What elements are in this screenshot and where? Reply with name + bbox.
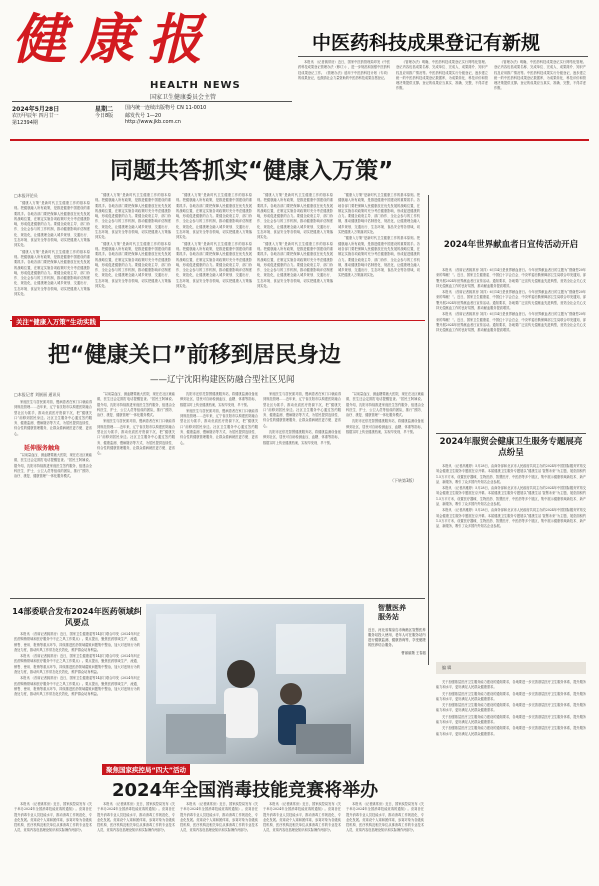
- sidebar2-headline: 2024年服贸会健康卫生服务专题展亮点纷呈: [439, 437, 583, 458]
- top-story-col2: 《管理办法》明确，中医药科技成果登记实行网络化管理。登记内容包括成果名称、完成单位、完成人、成果简介、知识产权及应用推广情况等。中医药科技成果实行分级登记，逐步建立统一的中医药科技成果登记数据库，为成果转化、科技评价和管理决策提供支撑。登记的成果应当真实、准确、完整，不得弄虚作假。: [396, 60, 488, 91]
- feature-col5: “健康入万策”是新时代卫生健康工作的基本原则。把健康融入所有政策，是推进健康中国建设的重要抓手。各地各部门要把保障人民健康放在优先发展的战略位置，在制定实施各项政策时充分考虑健康影响，形成促进健康的合力。要健全政府主导、部门协作、全社会参与的工作机制，推动健康影响评估制度化、规范化，让健康理念融入城乡规划、交通出行、生态环境、食品安全等各领域，切实把健康入万策落到实处。 “健康入万策”是新时代卫生健康工作的基本原则。把健康融入所有政策，是推进健康中国建设的重要抓手。各地各部门要把保障人民健康放在优先发展的战略位置，在制定实施各项政策时充分考虑健康影响，形成促进健康的合力。要健全政府主导、部门协作、全社会参与的工作机制，推动健康影响评估制度化、规范化，让健康理念融入城乡规划、交通出行、生态环境、食品安全等各领域，切实把健康入万策落到实处。: [338, 193, 420, 278]
- feature-author: □本报评论员: [14, 193, 38, 198]
- sidebar1-rule: [436, 433, 586, 434]
- sidebar1-headline: 2024年世界献血者日宣传活动开启: [443, 240, 579, 250]
- masthead-pages: 今日8版: [95, 113, 114, 119]
- news-photo: [146, 604, 364, 764]
- lower-section-rule: [10, 598, 425, 599]
- masthead-website[interactable]: http://www.jkb.com.cn: [125, 119, 181, 125]
- photo-caption-title: 智慧医养服务站: [378, 604, 406, 621]
- bottom-kicker: 聚焦国家疾控局“四大”活动: [102, 764, 190, 775]
- article2-col1a: 家庭医生与居民面对面，慢病患者在家门口就能得到规范管理……近年来，辽宁省沈阳市以构建医防融合型社区为抓手，推动优质医疗资源下沉，把“健康关口”前移到居民身边。社区卫生服务中心通过签约服务、健康监测、慢病随访等方式，为居民提供连续性、综合性的健康管理服务，让群众看病就医更方便、更省心。: [14, 400, 92, 436]
- top-story-col3: 《管理办法》明确，中医药科技成果登记实行网络化管理。登记内容包括成果名称、完成单位、完成人、成果简介、知识产权及应用推广情况等。中医药科技成果实行分级登记，逐步建立统一的中医药科技成果登记数据库，为成果转化、科技评价和管理决策提供支撑。登记的成果应当真实、准确、完整，不得弄虚作假。: [494, 60, 586, 91]
- sidebar-divider: [428, 195, 429, 665]
- article2-continued: （下转第3版）: [390, 478, 417, 483]
- box-left-headline: 14部委联合发布2024年医药领域纠风要点: [12, 607, 142, 627]
- bottom-col2: 本报讯 （记者姚常房）近日，国家疾控局发布《关于举办2024年全国消毒技能竞赛的通知》。竞赛旨在提升消毒专业人员技能水平，推动消毒工作规范化、专业化发展。竞赛设个人赛和团体赛，参赛对象为各级疾控机构、医疗机构及相关单位从事消毒工作的专业技术人员，竞赛内容包括理论知识和实际操作两部分。: [97, 802, 175, 833]
- feature-headline: 同题共答抓实“健康入万策”: [110, 158, 394, 184]
- masthead-issue: 第12394期: [12, 120, 38, 126]
- article2-col4: 家庭医生与居民面对面，慢病患者在家门口就能得到规范管理……近年来，辽宁省沈阳市以构建医防融合型社区为抓手，推动优质医疗资源下沉，把“健康关口”前移到居民身边。社区卫生服务中心通过签约服务、健康监测、慢病随访等方式，为居民提供连续性、综合性的健康管理服务，让群众看病就医更方便、更省心。 沈阳市还依托智慧健康服务站，将健康监测设备延伸到社区，居民可自助检测血压、血糖、体重等指标，数据实时上传至健康档案，实现早发现、早干预。: [263, 392, 341, 445]
- top-story-rule: [298, 56, 588, 57]
- masthead-bottom-rule: [10, 139, 589, 141]
- bottom-col5: 本报讯 （记者姚常房）近日，国家疾控局发布《关于举办2024年全国消毒技能竞赛的通知》。竞赛旨在提升消毒专业人员技能水平，推动消毒工作规范化、专业化发展。竞赛设个人赛和团体赛，参赛对象为各级疾控机构、医疗机构及相关单位从事消毒工作的专业技术人员，竞赛内容包括理论知识和实际操作两部分。: [346, 802, 424, 833]
- masthead-english: HEALTH NEWS: [150, 80, 241, 91]
- article2-col1b: “以前量血压、测血糖要跑大医院，现在在社区就能做，医生还会定期打电话提醒复查。”居民王阿姨说。据介绍，沈阳市持续推进家庭医生签约服务，组建由全科医生、护士、公卫人员等组成的团队，推行“预防、治疗、康复、健康管理”一体化服务模式。: [14, 453, 92, 479]
- bottom-col1: 本报讯 （记者姚常房）近日，国家疾控局发布《关于举办2024年全国消毒技能竞赛的通知》。竞赛旨在提升消毒专业人员技能水平，推动消毒工作规范化、专业化发展。竞赛设个人赛和团体赛，参赛对象为各级疾控机构、医疗机构及相关单位从事消毒工作的专业技术人员，竞赛内容包括理论知识和实际操作两部分。: [14, 802, 92, 833]
- masthead-cn: 国内统一连续出版物号 CN 11-0010: [125, 105, 207, 111]
- editor-label: 编 辑: [442, 665, 452, 670]
- top-story-headline: 中医药科技成果登记有新规: [312, 32, 541, 54]
- feature-col3: “健康入万策”是新时代卫生健康工作的基本原则。把健康融入所有政策，是推进健康中国建设的重要抓手。各地各部门要把保障人民健康放在优先发展的战略位置，在制定实施各项政策时充分考虑健康影响，形成促进健康的合力。要健全政府主导、部门协作、全社会参与的工作机制，推动健康影响评估制度化、规范化，让健康理念融入城乡规划、交通出行、生态环境、食品安全等各领域，切实把健康入万策落到实处。 “健康入万策”是新时代卫生健康工作的基本原则。把健康融入所有政策，是推进健康中国建设的重要抓手。各地各部门要把保障人民健康放在优先发展的战略位置，在制定实施各项政策时充分考虑健康影响，形成促进健康的合力。要健全政府主导、部门协作、全社会参与的工作机制，推动健康影响评估制度化、规范化，让健康理念融入城乡规划、交通出行、生态环境、食品安全等各领域，切实把健康入万策落到实处。: [176, 193, 252, 289]
- photo-illustration: [146, 604, 364, 764]
- top-story-col1: 本报讯 （记者姚常房）近日，国家中医药管理局印发《中医药科技成果登记管理办法（修订）》，进一步规范和加强中医药科技成果登记工作。《管理办法》适用于中医药科技计划（专项）的成果登记，也鼓励社会力量资助的中医药科技成果自愿登记。: [298, 60, 390, 80]
- bottom-headline: 2024年全国消毒技能竞赛将举办: [112, 780, 379, 801]
- article2-col2: “以前量血压、测血糖要跑大医院，现在在社区就能做，医生还会定期打电话提醒复查。”居民王阿姨说。据介绍，沈阳市持续推进家庭医生签约服务，组建由全科医生、护士、公卫人员等组成的团队，推行“预防、治疗、康复、健康管理”一体化服务模式。 家庭医生与居民面对面，慢病患者在家门口就能得到规范管理……近年来，辽宁省沈阳市以构建医防融合型社区为抓手，推动优质医疗资源下沉，把“健康关口”前移到居民身边。社区卫生服务中心通过签约服务、健康监测、慢病随访等方式，为居民提供连续性、综合性的健康管理服务，让群众看病就医更方便、更省心。: [97, 392, 175, 456]
- bottom-col3: 本报讯 （记者姚常房）近日，国家疾控局发布《关于举办2024年全国消毒技能竞赛的通知》。竞赛旨在提升消毒专业人员技能水平，推动消毒工作规范化、专业化发展。竞赛设个人赛和团体赛，参赛对象为各级疾控机构、医疗机构及相关单位从事消毒工作的专业技术人员，竞赛内容包括理论知识和实际操作两部分。: [180, 802, 258, 833]
- feature-col2: “健康入万策”是新时代卫生健康工作的基本原则。把健康融入所有政策，是推进健康中国建设的重要抓手。各地各部门要把保障人民健康放在优先发展的战略位置，在制定实施各项政策时充分考虑健康影响，形成促进健康的合力。要健全政府主导、部门协作、全社会参与的工作机制，推动健康影响评估制度化、规范化，让健康理念融入城乡规划、交通出行、生态环境、食品安全等各领域，切实把健康入万策落到实处。 “健康入万策”是新时代卫生健康工作的基本原则。把健康融入所有政策，是推进健康中国建设的重要抓手。各地各部门要把保障人民健康放在优先发展的战略位置，在制定实施各项政策时充分考虑健康影响，形成促进健康的合力。要健全政府主导、部门协作、全社会参与的工作机制，推动健康影响评估制度化、规范化，让健康理念融入城乡规划、交通出行、生态环境、食品安全等各领域，切实把健康入万策落到实处。: [95, 193, 171, 289]
- article2-col3: 沈阳市还依托智慧健康服务站，将健康监测设备延伸到社区，居民可自助检测血压、血糖、体重等指标，数据实时上传至健康档案，实现早发现、早干预。 家庭医生与居民面对面，慢病患者在家门口就能得到规范管理……近年来，辽宁省沈阳市以构建医防融合型社区为抓手，推动优质医疗资源下沉，把“健康关口”前移到居民身边。社区卫生服务中心通过签约服务、健康监测、慢病随访等方式，为居民提供连续性、综合性的健康管理服务，让群众看病就医更方便、更省心。: [180, 392, 258, 445]
- photo-caption: 近日，河北省秦皇岛市海港区智慧医养服务站投入使用，老年人可在服务站内进行健康监测、健康咨询等，享受便捷的医养结合服务。: [368, 628, 426, 647]
- masthead-subtitle: 国家卫生健康委员会主管: [150, 94, 217, 101]
- bottom-col4: 本报讯 （记者姚常房）近日，国家疾控局发布《关于举办2024年全国消毒技能竞赛的通知》。竞赛旨在提升消毒专业人员技能水平，推动消毒工作规范化、专业化发展。竞赛设个人赛和团体赛，参赛对象为各级疾控机构、医疗机构及相关单位从事消毒工作的专业技术人员，竞赛内容包括理论知识和实际操作两部分。: [263, 802, 341, 833]
- article2-byline: □本报记者 刘嵌丽 通讯员: [14, 392, 61, 397]
- right-bottom-body: 关于加强基层医疗卫生服务能力建设的通知要求，各地要进一步完善基层医疗卫生服务体系，提升服务能力和水平，更好满足人民群众健康需求。 关于加强基层医疗卫生服务能力建设的通知要求，各地要进一步完善基层医疗卫生服务体系，提升服务能力和水平，更好满足人民群众健康需求。 关于加强基层医疗卫生服务能力建设的通知要求，各地要进一步完善基层医疗卫生服务体系，提升服务能力和水平，更好满足人民群众健康需求。 关于加强基层医疗卫生服务能力建设的通知要求，各地要进一步完善基层医疗卫生服务体系，提升服务能力和水平，更好满足人民群众健康需求。 关于加强基层医疗卫生服务能力建设的通知要求，各地要进一步完善基层医疗卫生服务体系，提升服务能力和水平，更好满足人民群众健康需求。: [436, 680, 586, 736]
- photo-credit: 曹丽丽摄 王春振: [401, 651, 426, 655]
- sidebar1-body: 本报讯 （首席记者姚常房 刘洋）6月14日是世界献血者日。今年世界献血者日的主题为“感谢您20年来的奉献！”。近日，国家卫生健康委、中国红十字会总会、中央军委后勤保障部卫生局联合印发通知，部署开展2024年世界献血者日宣传活动。通知要求，各地要广泛宣传无偿献血先进典型，营造全社会关心支持无偿献血工作的良好氛围，推动献血服务提质增效。 本报讯 （首席记者姚常房 刘洋）6月14日是世界献血者日。今年世界献血者日的主题为“感谢您20年来的奉献！”。近日，国家卫生健康委、中国红十字会总会、中央军委后勤保障部卫生局联合印发通知，部署开展2024年世界献血者日宣传活动。通知要求，各地要广泛宣传无偿献血先进典型，营造全社会关心支持无偿献血工作的良好氛围，推动献血服务提质增效。 本报讯 （首席记者姚常房 刘洋）6月14日是世界献血者日。今年世界献血者日的主题为“感谢您20年来的奉献！”。近日，国家卫生健康委、中国红十字会总会、中央军委后勤保障部卫生局联合印发通知，部署开展2024年世界献血者日宣传活动。通知要求，各地要广泛宣传无偿献血先进典型，营造全社会关心支持无偿献血工作的良好氛围，推动献血服务提质增效。: [436, 268, 586, 333]
- masthead-title: 健康报: [12, 7, 216, 71]
- masthead-date: 2024年5月28日: [12, 106, 60, 113]
- article2-subheadline: ——辽宁沈阳构建医防融合型社区见闻: [150, 375, 295, 385]
- editor-bar: [436, 662, 586, 674]
- masthead-lunar: 农历甲辰年 四月廿一: [12, 113, 59, 119]
- article2-headline: 把“健康关口”前移到居民身边: [48, 343, 341, 368]
- sidebar2-body: 本报讯 （记者高雅婷）5月28日，由商务部和北京市人民政府共同主办的2024年中国国际服务贸易交易会健康卫生服务专题展在京开幕。本届健康卫生服务专题展以“健康生活 智慧未来”为主题，展览面积约1.5万平方米，设置医疗器械、生物医药、智慧医疗、中医药等多个展区，集中展示健康领域新技术、新产品、新服务，吸引了众多国内外知名企业参展。 本报讯 （记者高雅婷）5月28日，由商务部和北京市人民政府共同主办的2024年中国国际服务贸易交易会健康卫生服务专题展在京开幕。本届健康卫生服务专题展以“健康生活 智慧未来”为主题，展览面积约1.5万平方米，设置医疗器械、生物医药、智慧医疗、中医药等多个展区，集中展示健康领域新技术、新产品、新服务，吸引了众多国内外知名企业参展。 本报讯 （记者高雅婷）5月28日，由商务部和北京市人民政府共同主办的2024年中国国际服务贸易交易会健康卫生服务专题展在京开幕。本届健康卫生服务专题展以“健康生活 智慧未来”为主题，展览面积约1.5万平方米，设置医疗器械、生物医药、智慧医疗、中医药等多个展区，集中展示健康领域新技术、新产品、新服务，吸引了众多国内外知名企业参展。: [436, 464, 586, 529]
- masthead-postal: 邮发代号 1—20: [125, 113, 162, 119]
- feature-col1: “健康入万策”是新时代卫生健康工作的基本原则。把健康融入所有政策，是推进健康中国建设的重要抓手。各地各部门要把保障人民健康放在优先发展的战略位置，在制定实施各项政策时充分考虑健康影响，形成促进健康的合力。要健全政府主导、部门协作、全社会参与的工作机制，推动健康影响评估制度化、规范化，让健康理念融入城乡规划、交通出行、生态环境、食品安全等各领域，切实把健康入万策落到实处。 “健康入万策”是新时代卫生健康工作的基本原则。把健康融入所有政策，是推进健康中国建设的重要抓手。各地各部门要把保障人民健康放在优先发展的战略位置，在制定实施各项政策时充分考虑健康影响，形成促进健康的合力。要健全政府主导、部门协作、全社会参与的工作机制，推动健康影响评估制度化、规范化，让健康理念融入城乡规划、交通出行、生态环境、食品安全等各领域，切实把健康入万策落到实处。: [14, 201, 90, 297]
- article2-subtitle: 延伸服务触角: [24, 445, 61, 452]
- masthead-weekday: 星期二: [95, 106, 114, 113]
- photo-caption-block: [368, 604, 426, 764]
- masthead-rule: [12, 101, 292, 102]
- article2-kicker: 关注“健康入万策”生动实践: [12, 316, 100, 327]
- box-left-body: 本报讯 （首席记者姚常房）近日，国家卫生健康委等14部门联合印发《2024年纠正医药购销领域和医疗服务中不正之风工作要点》。要点提出，聚焦医药领域生产、流通、销售、使用、报销等重点环节，持续推进医药领域腐败问题集中整治，加大对违规行为的查处力度，推动纠风工作常态化长效化，维护群众切身利益。 本报讯 （首席记者姚常房）近日，国家卫生健康委等14部门联合印发《2024年纠正医药购销领域和医疗服务中不正之风工作要点》。要点提出，聚焦医药领域生产、流通、销售、使用、报销等重点环节，持续推进医药领域腐败问题集中整治，加大对违规行为的查处力度，推动纠风工作常态化长效化，维护群众切身利益。 本报讯 （首席记者姚常房）近日，国家卫生健康委等14部门联合印发《2024年纠正医药购销领域和医疗服务中不正之风工作要点》。要点提出，聚焦医药领域生产、流通、销售、使用、报销等重点环节，持续推进医药领域腐败问题集中整治，加大对违规行为的查处力度，推动纠风工作常态化长效化，维护群众切身利益。: [14, 632, 140, 697]
- article2-col5: “以前量血压、测血糖要跑大医院，现在在社区就能做，医生还会定期打电话提醒复查。”居民王阿姨说。据介绍，沈阳市持续推进家庭医生签约服务，组建由全科医生、护士、公卫人员等组成的团队，推行“预防、治疗、康复、健康管理”一体化服务模式。 沈阳市还依托智慧健康服务站，将健康监测设备延伸到社区，居民可自助检测血压、血糖、体重等指标，数据实时上传至健康档案，实现早发现、早干预。: [346, 392, 424, 435]
- feature-col4: “健康入万策”是新时代卫生健康工作的基本原则。把健康融入所有政策，是推进健康中国建设的重要抓手。各地各部门要把保障人民健康放在优先发展的战略位置，在制定实施各项政策时充分考虑健康影响，形成促进健康的合力。要健全政府主导、部门协作、全社会参与的工作机制，推动健康影响评估制度化、规范化，让健康理念融入城乡规划、交通出行、生态环境、食品安全等各领域，切实把健康入万策落到实处。 “健康入万策”是新时代卫生健康工作的基本原则。把健康融入所有政策，是推进健康中国建设的重要抓手。各地各部门要把保障人民健康放在优先发展的战略位置，在制定实施各项政策时充分考虑健康影响，形成促进健康的合力。要健全政府主导、部门协作、全社会参与的工作机制，推动健康影响评估制度化、规范化，让健康理念融入城乡规划、交通出行、生态环境、食品安全等各领域，切实把健康入万策落到实处。: [257, 193, 333, 289]
